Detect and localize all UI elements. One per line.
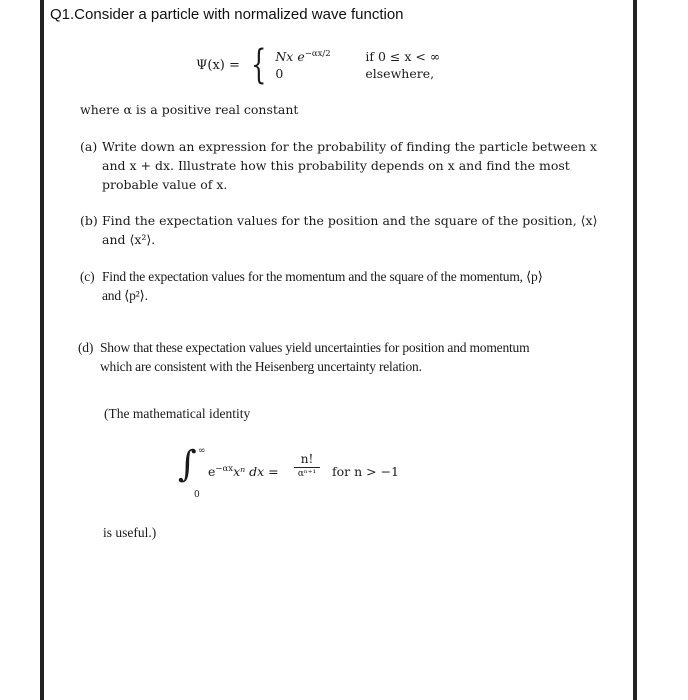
case2-condition: elsewhere, bbox=[365, 66, 435, 82]
part-d bbox=[78, 338, 548, 376]
integral-identity bbox=[178, 442, 438, 512]
case1-expression: Nx $e^{-\alpha x/2}$ bbox=[275, 48, 331, 65]
integral-sign: ∫ bbox=[178, 444, 197, 485]
part-c-text: Find the expectation values for the momentum and the square of the momentum, ⟨p⟩ and ⟨p²⟩. bbox=[102, 269, 543, 303]
integral-lower-limit: 0 bbox=[194, 490, 200, 500]
part-a-label: (a) bbox=[80, 139, 98, 154]
integrand: $e^{-\alpha x}x^n$ dx = bbox=[208, 464, 279, 480]
wave-function-lhs: Ψ(x) = bbox=[196, 57, 240, 73]
cases-block bbox=[275, 49, 440, 81]
where-line: where α is a positive real constant bbox=[80, 102, 299, 117]
part-a-text: Write down an expression for the probability of finding the particle between x and x + dx. Illustrate how this probability depends on x and find the most probable value of x. bbox=[102, 139, 597, 192]
fraction-numerator: n! bbox=[294, 452, 320, 468]
integral-condition: for n > −1 bbox=[332, 464, 399, 479]
fraction-denominator: αⁿ⁺¹ bbox=[297, 469, 317, 479]
case2-expression: 0 bbox=[275, 66, 284, 82]
wave-function-equation bbox=[196, 44, 440, 86]
part-b-text: Find the expectation values for the position and the square of the position, ⟨x⟩ and ⟨x²⟩. bbox=[102, 213, 598, 247]
part-d-label: (d) bbox=[78, 340, 94, 355]
integral-result-fraction bbox=[294, 452, 320, 479]
identity-intro: (The mathematical identity bbox=[104, 406, 251, 421]
part-d-text: Show that these expectation values yield uncertainties for position and momentum which are consistent with the Heisenberg uncertainty relation. bbox=[100, 340, 530, 374]
left-border bbox=[40, 0, 44, 700]
cases-brace: { bbox=[250, 42, 267, 88]
right-border bbox=[633, 0, 637, 700]
case1-condition: if 0 ≤ x < ∞ bbox=[365, 48, 441, 64]
part-c-label: (c) bbox=[80, 269, 95, 284]
part-b-label: (b) bbox=[80, 213, 98, 228]
part-c bbox=[80, 267, 550, 305]
integral-upper-limit: ∞ bbox=[198, 446, 206, 456]
part-a bbox=[80, 137, 600, 194]
identity-outro: is useful.) bbox=[103, 525, 157, 540]
question-title: Q1.Consider a particle with normalized wave function bbox=[50, 6, 404, 23]
part-b bbox=[80, 211, 600, 249]
